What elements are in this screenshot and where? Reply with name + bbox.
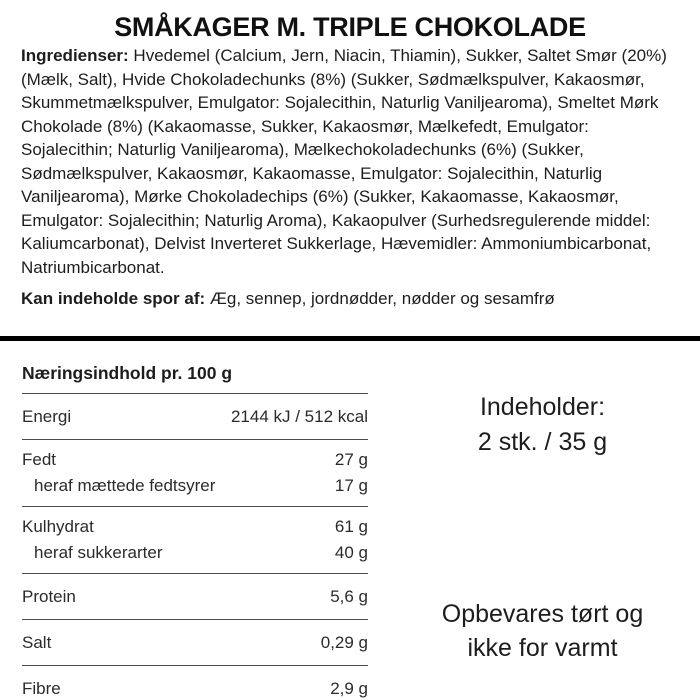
nutrient-value: 2,9 g bbox=[330, 678, 368, 698]
nutrient-label: heraf sukkerarter bbox=[34, 543, 163, 562]
black-divider-bar bbox=[0, 336, 700, 341]
nutrient-label: heraf mættede fedtsyrer bbox=[34, 476, 216, 495]
contains-info bbox=[400, 390, 685, 460]
nutrient-value: 27 g bbox=[334, 450, 368, 469]
nutrition-table bbox=[22, 393, 368, 700]
ingredients-text: Hvedemel (Calcium, Jern, Niacin, Thiamin), Sukker, Saltet Smør (20%) (Mælk, Salt), Hvide Chokoladechunks (8%) (Sukker, Sødmælkspulver, Kakaosmør, Skummetmælkspulver, Emulgator: Sojalecithin, Naturlig Vaniljearoma), Smeltet Mørk Chokolade (8%) (Kakaomasse, Sukker, Kakaosmør, Mælkefedt, Emulgator: Sojalecithin; Naturlig Vaniljearoma), Mælkechokoladechunks (6%) (Sukker, Sødmælkspulver, Kakaosmør, Kakaomasse, Emulgator: Sojalecithin, Naturlig Vaniljearoma), Mørke Chokoladechips (6%) (Sukker, Kakaomasse, Kakaosmør, Emulgator: Sojalecithin; Naturlig Aroma), Kakaopulver (Surhedsregulerende middel: Kaliumcarbonat), Delvist Inverteret Sukkerlage, Hævemidler: Ammoniumbicarbonat, Natriumbicarbonat. bbox=[21, 46, 667, 277]
nutrition-group-energi bbox=[22, 393, 368, 439]
allergen-heading: Kan indeholde spor af: bbox=[21, 289, 206, 308]
nutrition-row-kulhydrat-sub bbox=[22, 540, 368, 566]
storage-line2: ikke for varmt bbox=[467, 634, 618, 662]
nutrition-row-fedt bbox=[22, 447, 368, 473]
nutrient-value: 17 g bbox=[334, 476, 368, 495]
nutrient-label: Fibre bbox=[22, 678, 61, 698]
nutrition-group-fibre bbox=[22, 665, 368, 700]
nutrition-row-salt bbox=[22, 630, 368, 656]
nutrient-value: 40 g bbox=[334, 543, 368, 562]
nutrient-label: Energi bbox=[22, 406, 72, 426]
allergen-text: Æg, sennep, jordnødder, nødder og sesamfrø bbox=[205, 289, 555, 308]
nutrition-group-salt bbox=[22, 619, 368, 665]
nutrition-heading: Næringsindhold pr. 100 g bbox=[22, 363, 233, 383]
nutrition-row-fibre bbox=[22, 676, 368, 700]
nutrition-row-kulhydrat bbox=[22, 514, 368, 540]
nutrition-group-kulhydrat bbox=[22, 506, 368, 573]
nutrient-label: Kulhydrat bbox=[22, 517, 94, 536]
nutrient-value: 5,6 g bbox=[330, 586, 368, 606]
product-title: SMÅKAGER M. TRIPLE CHOKOLADE bbox=[114, 12, 586, 42]
allergen-line bbox=[21, 287, 681, 310]
nutrition-row-fedt-sub bbox=[22, 473, 368, 499]
ingredients-heading: Ingredienser: bbox=[21, 46, 129, 65]
nutrient-value: 0,29 g bbox=[320, 632, 368, 652]
storage-info bbox=[400, 597, 685, 665]
nutrient-label: Fedt bbox=[22, 450, 57, 469]
nutrition-group-fedt bbox=[22, 439, 368, 506]
nutrition-row-energi bbox=[22, 404, 368, 430]
nutrient-label: Protein bbox=[22, 586, 76, 606]
contains-value: 2 stk. / 35 g bbox=[477, 428, 608, 456]
nutrient-label: Salt bbox=[22, 632, 52, 652]
nutrient-value: 61 g bbox=[334, 517, 368, 536]
nutrient-value: 2144 kJ / 512 kcal bbox=[230, 406, 368, 426]
nutrition-group-protein bbox=[22, 573, 368, 619]
storage-line1: Opbevares tørt og bbox=[441, 600, 644, 628]
nutrition-row-protein bbox=[22, 584, 368, 610]
ingredients-paragraph bbox=[21, 44, 681, 279]
contains-heading: Indeholder: bbox=[479, 393, 606, 421]
